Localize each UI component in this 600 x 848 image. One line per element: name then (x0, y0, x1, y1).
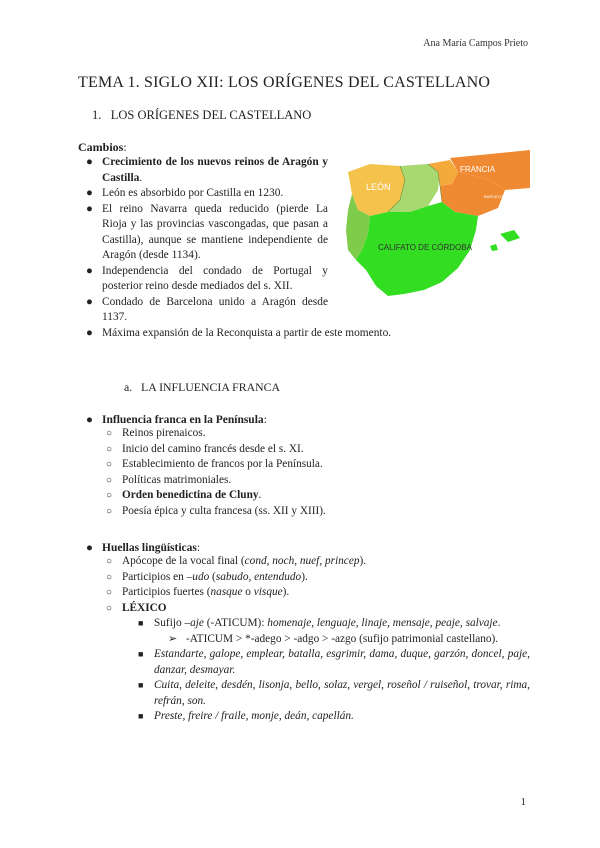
item-text: -ATICUM > *-adego > -adgo > -azgo (sufijo patrimonial castellano). (186, 632, 499, 645)
cambios-list (78, 155, 392, 341)
lexico-heading: ○ LÉXICO (106, 601, 167, 614)
influencia-heading: ● Influencia franca en la Península: (86, 414, 267, 426)
list-item: ○ Orden benedictina de Cluny. (106, 489, 262, 501)
item-text: Máxima expansión de la Reconquista a partir de este momento. (102, 326, 392, 339)
item-text: Condado de Barcelona unido a Aragón desde 1137. (102, 295, 328, 323)
list-item: ■ Sufijo –aje (-ATICUM): homenaje, lenguaje, linaje, mensaje, peaje, salvaje. (138, 617, 501, 629)
item-text: Reinos pirenaicos. (122, 427, 206, 439)
list-item: ○ Poesía épica y culta francesa (ss. XII y XIII). (106, 504, 326, 517)
list-item: ● El reino Navarra queda reducido (pierde La Rioja y las provincias vascongadas, que pasan a Castilla), aunque se mantiene independiente de Aragón (desde 1134). (86, 202, 328, 261)
huellas-colon: : (196, 542, 201, 554)
list-item: ● Independencia del condado de Portugal y posterior reino desde mediados del s. XII. (86, 264, 328, 292)
subsection-title: LA INFLUENCIA FRANCA (141, 380, 280, 394)
item-text: Cuita, deleite, desdén, lisonja, bello, solaz, vergel, roseñol / ruiseñol, trovar, rima, refrán, son. (154, 679, 530, 707)
item-rest: . (258, 489, 262, 501)
list-item: ○ Reinos pirenaicos. (106, 427, 206, 439)
subsection-a (124, 380, 280, 395)
map-label-francia: FRANCIA (460, 165, 496, 174)
cambios-block (78, 140, 392, 341)
influencia-label: Influencia franca en la Península (102, 414, 264, 426)
list-item: ➢ -ATICUM > *-adego > -adgo > -azgo (sufijo patrimonial castellano). (168, 632, 499, 645)
item-bold: Crecimiento de los nuevos reinos de Aragón y Castilla (102, 156, 328, 184)
map-label-barcelona: BARCELONA (484, 194, 509, 199)
list-item: ● Crecimiento de los nuevos reinos de Aragón y Castilla. (86, 156, 328, 184)
list-item: ○ Inicio del camino francés desde el s. XI. (106, 442, 304, 455)
list-item: ■ Cuita, deleite, desdén, lisonja, bello, solaz, vergel, roseñol / ruiseñol, trovar, rima, refrán, son. (138, 679, 530, 707)
list-item: ○ Apócope de la vocal final (cond, noch, nuef, princep). (106, 555, 367, 567)
list-item: ● Máxima expansión de la Reconquista a partir de este momento. (86, 326, 392, 339)
influencia-block (78, 414, 530, 519)
item-text: Establecimiento de francos por la Península. (122, 458, 323, 470)
list-item: ○ Participios fuertes (nasque o visque). (106, 586, 290, 598)
item-rest: . (139, 171, 143, 184)
item-text: Inicio del camino francés desde el s. XI. (122, 442, 304, 455)
item-text: Preste, freire / fraile, monje, deán, capellán. (154, 710, 354, 722)
cambios-label: Cambios (78, 140, 124, 154)
map-label-califato: CALIFATO DE CÓRDOBA (378, 243, 472, 252)
item-text: Independencia del condado de Portugal y posterior reino desde mediados del s. XII. (102, 264, 328, 292)
cambios-heading (78, 140, 328, 155)
list-item: ○ Participios en –udo (sabudo, entendudo). (106, 570, 308, 583)
huellas-label: Huellas lingüísticas (102, 542, 197, 554)
list-item: ● Condado de Barcelona unido a Aragón desde 1137. (86, 295, 328, 323)
map-region-baleares-small (490, 244, 498, 251)
influencia-colon: : (263, 414, 267, 426)
list-item: ● León es absorbido por Castilla en 1230. (86, 187, 284, 199)
item-text: Estandarte, galope, emplear, batalla, esgrimir, dama, duque, garzón, doncel, paje, danzar, desmayar. (154, 648, 530, 676)
list-item: ■ Preste, freire / fraile, monje, deán, capellán. (138, 710, 354, 722)
item-text: Políticas matrimoniales. (122, 473, 232, 486)
page-number: 1 (520, 796, 526, 808)
item-text: El reino Navarra queda reducido (pierde La Rioja y las provincias vascongadas, que pasan a Castilla), aunque se mantiene independiente de Aragón (desde 1134). (102, 202, 328, 261)
map-label-leon: LEÓN (366, 182, 391, 192)
section-heading (92, 108, 311, 123)
huellas-block (78, 542, 530, 725)
item-text: Poesía épica y culta francesa (ss. XII y XIII). (122, 504, 326, 517)
iberia-map (330, 150, 530, 318)
list-item: ■ Estandarte, galope, emplear, batalla, esgrimir, dama, duque, garzón, doncel, paje, danzar, desmayar. (138, 648, 530, 676)
list-item: ○ Políticas matrimoniales. (106, 473, 232, 486)
page-title: TEMA 1. SIGLO XII: LOS ORÍGENES DEL CASTELLANO (78, 74, 491, 91)
cambios-colon: : (123, 140, 127, 154)
map-region-baleares (500, 230, 520, 242)
section-title: LOS ORÍGENES DEL CASTELLANO (110, 108, 312, 122)
header-author: Ana María Campos Prieto (423, 38, 528, 49)
lexico-label: LÉXICO (122, 601, 167, 614)
huellas-heading: ● Huellas lingüísticas: (86, 542, 201, 554)
list-item: ○ Establecimiento de francos por la Península. (106, 458, 323, 470)
subsection-letter: a. (124, 380, 133, 394)
item-text: León es absorbido por Castilla en 1230. (102, 187, 284, 199)
section-number: 1. (92, 108, 102, 122)
item-bold: Orden benedictina de Cluny (122, 489, 259, 501)
